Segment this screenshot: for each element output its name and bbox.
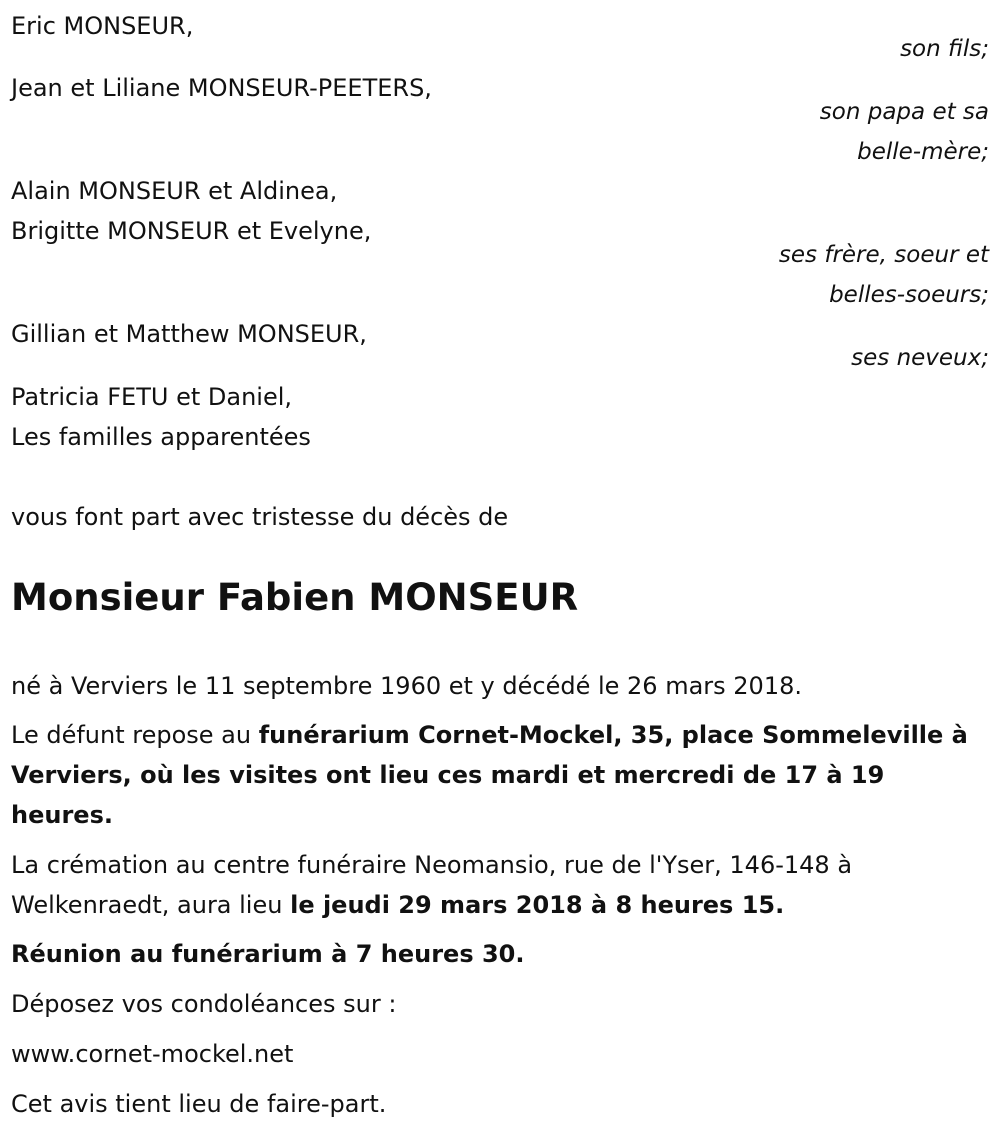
rest-prefix: Le défunt repose au <box>11 721 259 749</box>
rest-location: funérarium Cornet-Mockel, 35, place Sommeleville à Verviers, où les visites ont lieu ces mardi et mercredi de 17 à 19 heures. <box>11 721 968 829</box>
family-name-line: Gillian et Matthew MONSEUR, <box>11 320 367 348</box>
intro-text: vous font part avec tristesse du décès de <box>11 503 509 531</box>
meeting-text <box>11 934 991 974</box>
cremation-paragraph <box>11 845 991 925</box>
notice-text: Cet avis tient lieu de faire-part. <box>11 1090 387 1118</box>
meeting-bold: Réunion au funérarium à 7 heures 30. <box>11 940 525 968</box>
family-name-line: Patricia FETU et Daniel, <box>11 383 293 411</box>
family-name-line: Jean et Liliane MONSEUR-PEETERS, <box>11 74 432 102</box>
family-name-line: Les familles apparentées <box>11 423 311 451</box>
relation-label: son fils; <box>900 36 989 62</box>
relation-label: ses frère, soeur et <box>778 242 989 268</box>
family-name-line: Alain MONSEUR et Aldinea, <box>11 177 338 205</box>
condolences-text: Déposez vos condoléances sur : <box>11 990 397 1018</box>
cremation-prefix: La crémation au centre funéraire Neomansio, rue de l'Yser, 146-148 à Welkenraedt, aura lieu <box>11 851 853 919</box>
family-name-line: Brigitte MONSEUR et Evelyne, <box>11 217 372 245</box>
relation-label: belles-soeurs; <box>829 282 989 308</box>
birth-death-text: né à Verviers le 11 septembre 1960 et y décédé le 26 mars 2018. <box>11 672 802 700</box>
cremation-date: le jeudi 29 mars 2018 à 8 heures 15. <box>290 891 785 919</box>
family-name-line: Eric MONSEUR, <box>11 12 194 40</box>
relation-label: ses neveux; <box>851 345 989 371</box>
website-link[interactable]: www.cornet-mockel.net <box>11 1040 294 1068</box>
deceased-name: Monsieur Fabien MONSEUR <box>11 576 579 619</box>
relation-label: son papa et sa <box>819 99 989 125</box>
rest-paragraph <box>11 715 991 835</box>
relation-label: belle-mère; <box>857 139 989 165</box>
